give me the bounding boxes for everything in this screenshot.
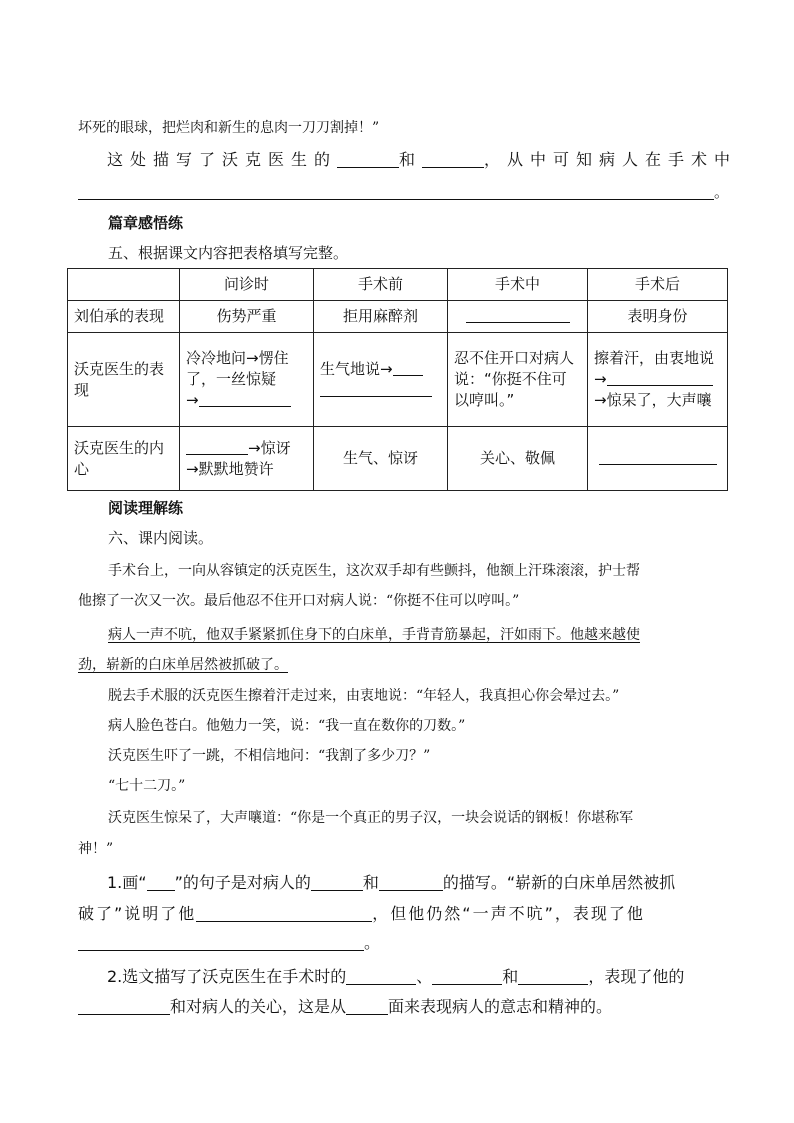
passage-p2-line2-underlined: 劲，崭新的白床单居然被抓破了。 [78,657,288,673]
passage-p3: 脱去手术服的沃克医生擦着汗走过来，由衷地说：“年轻人，我真担心你会晕过去。” [108,688,620,704]
cell-inner-after-blank[interactable] [588,427,728,491]
q2-text-f: 面来表现病人的意志和精神的。 [388,997,613,1016]
q2-text-b: 、 [416,967,433,986]
cell-walker-after-text-2: →惊呆了，大声嚷 [594,391,712,409]
table-header-during-surgery: 手术中 [448,269,588,301]
q1-text-g: 。 [364,933,381,952]
table-row-walker-behavior [68,333,728,427]
table-header-after-surgery: 手术后 [588,269,728,301]
q1-text-a: 1.画“ [107,873,147,892]
cell-inner-before: 生气、惊讶 [314,427,448,491]
question-4-line-1 [107,150,737,170]
row-label-walker-inner: 沃克医生的内心 [68,427,180,491]
q4-answer-line[interactable] [78,183,714,200]
cell-walker-consultation [180,333,314,427]
table-blank[interactable] [466,308,570,323]
passage-p1-line2: 他擦了一次又一次。最后他忍不住开口对病人说：“你挺不住可以哼叫。” [78,593,520,609]
q1-blank-4[interactable] [78,934,364,951]
table-header-row [68,269,728,301]
passage-p5: 沃克医生吓了一跳，不相信地问：“我割了多少刀？” [108,748,431,764]
table-blank[interactable] [393,361,423,376]
q1-blank-3[interactable] [196,905,372,922]
q4-text-2: 和 [399,150,423,169]
cell-walker-during: 忍不住开口对病人说：“你挺不住可以哼叫。” [448,333,588,427]
passage-p7-line2: 神！” [78,841,114,857]
row-label-walker-behavior: 沃克医生的表现 [68,333,180,427]
table-blank[interactable] [607,371,713,386]
section-title-reading: 阅读理解练 [108,499,184,517]
q2-blank-3[interactable] [518,968,588,985]
question-4-line-2 [78,182,729,202]
fill-in-table [67,268,728,491]
cell-walker-before [314,333,448,427]
q2-text-e: 和对病人的关心，这是从 [170,997,347,1016]
question-5-title: 五、根据课文内容把表格填写完整。 [108,244,349,262]
q2-blank-5[interactable] [346,998,388,1015]
cell-walker-before-text: 生气地说→ [320,359,393,378]
table-blank[interactable] [320,382,432,397]
q4-blank-1[interactable] [337,151,399,168]
question-1-line-2 [78,904,645,924]
passage-p7-line1: 沃克医生惊呆了，大声嚷道：“你是一个真正的男子汉，一块会说话的钢板！你堪称军 [108,810,634,826]
q2-blank-4[interactable] [78,998,170,1015]
passage-p4: 病人脸色苍白。他勉力一笑，说：“我一直在数你的刀数。” [108,718,466,734]
table-header-empty [68,269,180,301]
question-6-title: 六、课内阅读。 [108,529,214,547]
arrow-text: → [594,370,607,388]
q1-text-c: 和 [362,873,379,892]
table-row-walker-inner [68,427,728,491]
q1-text-d: 的描写。“崭新的白床单居然被抓 [442,873,676,892]
arrow-text: → [186,391,199,409]
cell-inner-text-1: →惊讶 [248,438,291,457]
passage-p1-line1: 手术台上，一向从容镇定的沃克医生，这次双手却有些颤抖，他额上汗珠滚滚，护士帮 [108,563,640,579]
q1-text-f: ，但他仍然“一声不吭”，表现了他 [372,904,645,923]
cell-inner-during: 关心、敬佩 [448,427,588,491]
q4-text-1: 这处描写了沃克医生的 [107,150,338,169]
q1-blank-2[interactable] [379,874,443,891]
continued-passage-line: 坏死的眼球，把烂肉和新生的息肉一刀刀割掉！” [78,120,380,136]
q2-text-d: ，表现了他的 [588,967,685,986]
q1-text-b: ”的句子是对病人的 [174,873,311,892]
cell-walker-consultation-text: 冷冷地问→愣住了，一丝惊疑 [186,349,289,388]
passage-p6: “七十二刀。” [108,778,186,794]
q4-blank-2[interactable] [422,151,484,168]
q2-text-a: 2.选文描写了沃克医生在手术时的 [107,967,347,986]
cell-walker-after-text-1: 擦着汗，由衷地说 [594,349,715,367]
table-blank[interactable] [599,450,717,465]
cell-inner-consultation [180,427,314,491]
cell-liu-after: 表明身份 [588,301,728,333]
question-2-line-1 [107,967,684,987]
cell-liu-during-blank[interactable] [448,301,588,333]
table-header-before-surgery: 手术前 [314,269,448,301]
table-header-consultation: 问诊时 [180,269,314,301]
q1-blank-1[interactable] [311,874,363,891]
q4-period: 。 [714,183,730,201]
table-blank[interactable] [186,440,248,455]
q2-blank-1[interactable] [346,968,416,985]
passage-p2-line1-underlined: 病人一声不吭，他双手紧紧抓住身下的白床单，手背青筋暴起，汗如雨下。他越来越使 [108,627,640,643]
section-title-chapter: 篇章感悟练 [108,214,184,232]
cell-liu-before: 拒用麻醉剂 [314,301,448,333]
question-1-line-3 [78,933,380,953]
cell-walker-after [588,333,728,427]
table-blank[interactable] [199,392,291,407]
row-label-liu: 刘伯承的表现 [68,301,180,333]
q2-blank-2[interactable] [432,968,502,985]
q1-blank-symbol[interactable] [147,874,175,891]
q1-text-e: 破了”说明了他 [78,904,197,923]
table-row-liu-bocheng [68,301,728,333]
question-2-line-2 [78,997,612,1017]
cell-liu-consultation: 伤势严重 [180,301,314,333]
question-1-line-1 [107,873,675,893]
q4-text-3: ，从中可知病人在手术中 [484,150,738,169]
q2-text-c: 和 [502,967,519,986]
cell-inner-text-2: →默默地赞许 [186,459,274,478]
